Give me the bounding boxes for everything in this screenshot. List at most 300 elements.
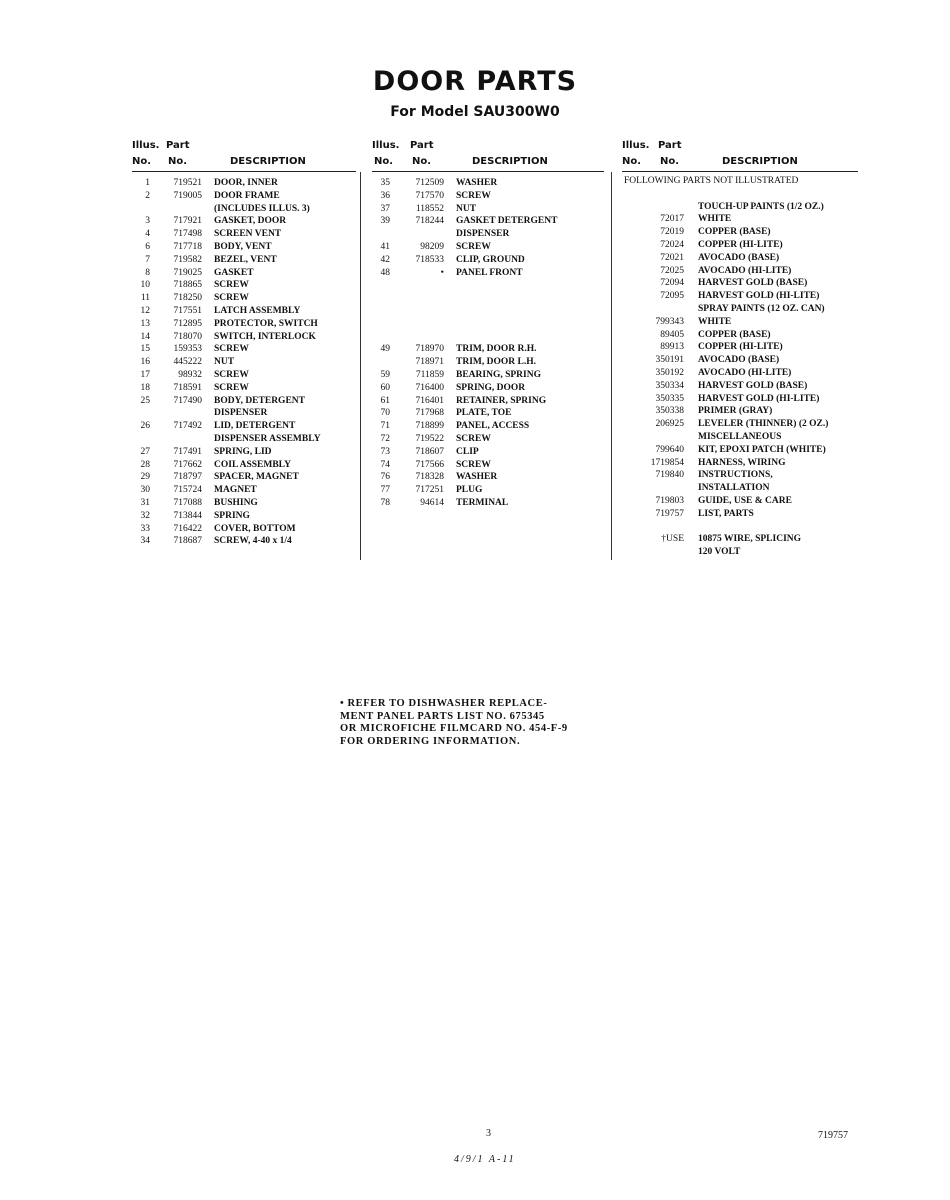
part-description: SCREW bbox=[456, 241, 491, 252]
part-description: COPPER (BASE) bbox=[698, 329, 771, 340]
part-description: LATCH ASSEMBLY bbox=[214, 305, 301, 316]
illus-no-header: No. bbox=[622, 156, 642, 167]
parts-row bbox=[622, 252, 858, 265]
parts-row bbox=[622, 495, 858, 508]
part-number: 717491 bbox=[173, 446, 202, 457]
part-number: †USE bbox=[661, 534, 684, 545]
illus-number: 77 bbox=[380, 485, 390, 496]
part-number: 717921 bbox=[173, 216, 202, 227]
part-number: 717551 bbox=[173, 305, 202, 316]
part-number: • bbox=[440, 267, 444, 278]
part-description: LID, DETERGENT bbox=[214, 421, 296, 432]
illus-number: 33 bbox=[140, 523, 150, 534]
parts-row bbox=[622, 405, 858, 418]
illus-number: 34 bbox=[140, 536, 150, 547]
part-description: HARVEST GOLD (HI-LITE) bbox=[698, 393, 820, 404]
note-line: MENT PANEL PARTS LIST NO. 675345 bbox=[340, 710, 545, 722]
part-description: SPRAY PAINTS (12 OZ. CAN) bbox=[698, 303, 825, 314]
parts-row bbox=[372, 471, 604, 484]
parts-row bbox=[622, 201, 858, 214]
illus-number: 32 bbox=[140, 510, 150, 521]
part-number: 718328 bbox=[415, 472, 444, 483]
parts-row bbox=[132, 215, 356, 228]
parts-row bbox=[132, 292, 356, 305]
part-number: 711859 bbox=[415, 369, 444, 380]
illus-number: 72 bbox=[380, 433, 390, 444]
parts-row bbox=[372, 228, 604, 241]
illus-number: 4 bbox=[145, 229, 150, 240]
illus-number: 31 bbox=[140, 497, 150, 508]
parts-row bbox=[372, 190, 604, 203]
illus-number: 76 bbox=[380, 472, 390, 483]
parts-row bbox=[622, 469, 858, 482]
parts-row bbox=[132, 395, 356, 408]
parts-row bbox=[132, 407, 356, 420]
part-number: 1719854 bbox=[650, 457, 684, 468]
part-description: INSTALLATION bbox=[698, 483, 770, 494]
part-description: WASHER bbox=[456, 472, 498, 483]
parts-row bbox=[622, 316, 858, 329]
part-number: 719757 bbox=[655, 508, 684, 519]
part-number: 72019 bbox=[660, 227, 684, 238]
part-number: 717251 bbox=[415, 485, 444, 496]
part-description: SCREW bbox=[456, 433, 491, 444]
part-description: GASKET DETERGENT bbox=[456, 216, 558, 227]
part-number: 350338 bbox=[655, 406, 684, 417]
part-number: 719005 bbox=[173, 190, 202, 201]
parts-row bbox=[132, 471, 356, 484]
part-description: SCREW, 4-40 x 1/4 bbox=[214, 536, 292, 547]
part-description: SPACER, MAGNET bbox=[214, 472, 299, 483]
part-description: WHITE bbox=[698, 316, 732, 327]
illus-number: 12 bbox=[140, 305, 150, 316]
part-description: MISCELLANEOUS bbox=[698, 431, 782, 442]
part-number: 350335 bbox=[655, 393, 684, 404]
part-number: 98932 bbox=[178, 369, 202, 380]
part-description: NUT bbox=[214, 357, 235, 368]
illus-number: 28 bbox=[140, 459, 150, 470]
illus-number: 48 bbox=[380, 267, 390, 278]
part-description: DISPENSER bbox=[456, 229, 510, 240]
illus-number: 36 bbox=[380, 190, 390, 201]
page-number: 3 bbox=[486, 1128, 491, 1139]
part-number: 716401 bbox=[415, 395, 444, 406]
header-rule bbox=[622, 171, 858, 172]
parts-row bbox=[132, 254, 356, 267]
parts-row bbox=[622, 354, 858, 367]
part-description: DISPENSER ASSEMBLY bbox=[214, 433, 321, 444]
part-description: TOUCH-UP PAINTS (1/2 OZ.) bbox=[698, 201, 824, 212]
part-description: RETAINER, SPRING bbox=[456, 395, 547, 406]
column-header bbox=[372, 140, 604, 172]
part-number: 89913 bbox=[660, 342, 684, 353]
part-number: 719582 bbox=[173, 254, 202, 265]
parts-row bbox=[132, 190, 356, 203]
handwritten-note: 4/9/1 A-11 bbox=[454, 1154, 516, 1165]
note-line: OR MICROFICHE FILMCARD NO. 454-F-9 bbox=[340, 723, 568, 734]
note-line: • REFER TO DISHWASHER REPLACE- bbox=[340, 698, 548, 709]
part-number: 719840 bbox=[655, 470, 684, 481]
part-description: CLIP bbox=[456, 446, 479, 457]
part-description: SCREW bbox=[214, 369, 249, 380]
part-number: 118552 bbox=[415, 203, 444, 214]
part-description: SCREEN VENT bbox=[214, 229, 282, 240]
parts-row bbox=[132, 343, 356, 356]
part-description: SCREW bbox=[214, 344, 249, 355]
part-description: DISPENSER bbox=[214, 408, 268, 419]
illus-number: 10 bbox=[140, 280, 150, 291]
part-number: 718970 bbox=[415, 344, 444, 355]
note-line: FOR ORDERING INFORMATION. bbox=[340, 735, 521, 747]
part-number: 206925 bbox=[655, 419, 684, 430]
part-description: COIL ASSEMBLY bbox=[214, 459, 292, 470]
illus-number: 13 bbox=[140, 318, 150, 329]
illus-number: 70 bbox=[380, 408, 390, 419]
parts-row bbox=[132, 446, 356, 459]
parts-row bbox=[132, 318, 356, 331]
parts-row bbox=[372, 331, 604, 344]
parts-row bbox=[132, 331, 356, 344]
part-number: 159353 bbox=[173, 344, 202, 355]
parts-row bbox=[132, 459, 356, 472]
part-description: SPRING bbox=[214, 510, 250, 521]
parts-row bbox=[132, 510, 356, 523]
part-description: MAGNET bbox=[214, 485, 257, 496]
part-number: 72024 bbox=[660, 239, 684, 250]
parts-row bbox=[132, 484, 356, 497]
parts-row bbox=[622, 341, 858, 354]
part-description: TRIM, DOOR L.H. bbox=[456, 357, 536, 368]
illus-number: 60 bbox=[380, 382, 390, 393]
illus-number: 18 bbox=[140, 382, 150, 393]
part-number: 350192 bbox=[655, 367, 684, 378]
part-number: 717088 bbox=[173, 497, 202, 508]
part-number: 718865 bbox=[173, 280, 202, 291]
part-description: HARVEST GOLD (BASE) bbox=[698, 278, 808, 289]
part-number: 718591 bbox=[173, 382, 202, 393]
part-number: 719522 bbox=[415, 433, 444, 444]
part-description: SCREW bbox=[214, 382, 249, 393]
parts-row bbox=[622, 329, 858, 342]
page-title: DOOR PARTS bbox=[372, 66, 578, 97]
part-description: COPPER (BASE) bbox=[698, 227, 771, 238]
description-header: DESCRIPTION bbox=[722, 156, 798, 167]
part-description: GUIDE, USE & CARE bbox=[698, 495, 792, 506]
part-number: 719803 bbox=[655, 495, 684, 506]
part-description: HARVEST GOLD (HI-LITE) bbox=[698, 291, 820, 302]
illus-header: Illus. bbox=[372, 140, 400, 151]
parts-row bbox=[372, 484, 604, 497]
parts-row bbox=[622, 239, 858, 252]
parts-row bbox=[622, 188, 858, 201]
parts-row bbox=[132, 267, 356, 280]
illus-number: 1 bbox=[145, 178, 150, 188]
parts-row bbox=[132, 305, 356, 318]
parts-row bbox=[372, 177, 604, 190]
illus-header: Illus. bbox=[132, 140, 160, 151]
part-description: AVOCADO (HI-LITE) bbox=[698, 265, 792, 276]
part-number: 718533 bbox=[415, 254, 444, 265]
illus-number: 61 bbox=[380, 395, 390, 406]
part-description: SPRING, DOOR bbox=[456, 382, 526, 393]
part-number: 717492 bbox=[173, 421, 202, 432]
ordering-note bbox=[340, 698, 640, 748]
illus-header: Illus. bbox=[622, 140, 650, 151]
illus-number: 49 bbox=[380, 344, 390, 355]
part-description: COPPER (HI-LITE) bbox=[698, 342, 783, 353]
part-header: Part bbox=[166, 140, 190, 151]
part-description: (INCLUDES ILLUS. 3) bbox=[214, 203, 310, 214]
parts-row bbox=[372, 267, 604, 280]
part-number: 712509 bbox=[415, 178, 444, 188]
part-number: 350334 bbox=[655, 380, 684, 391]
parts-row bbox=[372, 241, 604, 254]
parts-row bbox=[622, 367, 858, 380]
parts-row bbox=[372, 203, 604, 216]
part-number: 717490 bbox=[173, 395, 202, 406]
part-description: LIST, PARTS bbox=[698, 508, 754, 519]
part-number: 718687 bbox=[173, 536, 202, 547]
part-number: 717566 bbox=[415, 459, 444, 470]
part-description: SCREW bbox=[214, 280, 249, 291]
illus-number: 11 bbox=[140, 293, 150, 304]
part-number: 717570 bbox=[415, 190, 444, 201]
part-description: BUSHING bbox=[214, 497, 258, 508]
illus-number: 59 bbox=[380, 369, 390, 380]
parts-row bbox=[372, 215, 604, 228]
part-description: NUT bbox=[456, 203, 477, 214]
part-number: 717968 bbox=[415, 408, 444, 419]
document-code: 719757 bbox=[818, 1130, 848, 1141]
header-rule bbox=[132, 171, 356, 172]
parts-row bbox=[372, 459, 604, 472]
illus-number: 30 bbox=[140, 485, 150, 496]
part-number: 718971 bbox=[415, 357, 444, 368]
part-number: 350191 bbox=[655, 355, 684, 366]
parts-row bbox=[372, 292, 604, 305]
illus-number: 35 bbox=[380, 178, 390, 188]
illus-number: 29 bbox=[140, 472, 150, 483]
part-description: COPPER (HI-LITE) bbox=[698, 239, 783, 250]
part-description: CLIP, GROUND bbox=[456, 254, 525, 265]
part-description: BEZEL, VENT bbox=[214, 254, 277, 265]
parts-row bbox=[132, 369, 356, 382]
part-no-header: No. bbox=[168, 156, 188, 167]
parts-column-1 bbox=[132, 140, 356, 548]
parts-row bbox=[372, 446, 604, 459]
illus-number: 2 bbox=[145, 190, 150, 201]
parts-row bbox=[132, 241, 356, 254]
part-description: PLATE, TOE bbox=[456, 408, 512, 419]
part-description: SCREW bbox=[214, 293, 249, 304]
part-description: PANEL FRONT bbox=[456, 267, 523, 278]
illus-no-header: No. bbox=[132, 156, 152, 167]
part-number: 445222 bbox=[173, 357, 202, 368]
part-description: AVOCADO (BASE) bbox=[698, 252, 780, 263]
page-subtitle: For Model SAU300W0 bbox=[390, 104, 560, 120]
part-number: 89405 bbox=[660, 329, 684, 340]
part-no-header: No. bbox=[412, 156, 432, 167]
parts-row bbox=[132, 433, 356, 446]
parts-row bbox=[622, 508, 858, 521]
parts-column-3 bbox=[622, 140, 858, 559]
part-description: TRIM, DOOR R.H. bbox=[456, 344, 537, 355]
illus-number: 71 bbox=[380, 421, 390, 432]
part-number: 72017 bbox=[660, 214, 684, 225]
parts-row bbox=[132, 497, 356, 510]
part-description: SPRING, LID bbox=[214, 446, 272, 457]
parts-row bbox=[132, 356, 356, 369]
part-number: 718797 bbox=[173, 472, 202, 483]
part-description: COVER, BOTTOM bbox=[214, 523, 296, 534]
parts-row bbox=[372, 254, 604, 267]
part-description: HARNESS, WIRING bbox=[698, 457, 786, 468]
part-number: 72095 bbox=[660, 291, 684, 302]
parts-row bbox=[622, 418, 858, 431]
part-number: 715724 bbox=[173, 485, 202, 496]
description-header: DESCRIPTION bbox=[472, 156, 548, 167]
part-number: 719521 bbox=[173, 178, 202, 188]
part-number: 717498 bbox=[173, 229, 202, 240]
illus-number: 37 bbox=[380, 203, 390, 214]
part-header: Part bbox=[658, 140, 682, 151]
part-description: 120 VOLT bbox=[698, 547, 741, 558]
column-header bbox=[622, 140, 858, 172]
parts-row bbox=[132, 228, 356, 241]
part-number: 72025 bbox=[660, 265, 684, 276]
column-divider bbox=[360, 172, 361, 560]
illus-number: 6 bbox=[145, 241, 150, 252]
part-description: AVOCADO (HI-LITE) bbox=[698, 367, 792, 378]
parts-row bbox=[622, 226, 858, 239]
parts-row bbox=[372, 395, 604, 408]
parts-row bbox=[622, 303, 858, 316]
part-description: GASKET bbox=[214, 267, 254, 278]
part-description: BODY, VENT bbox=[214, 241, 272, 252]
illus-number: 42 bbox=[380, 254, 390, 265]
part-number: 718244 bbox=[415, 216, 444, 227]
parts-row bbox=[622, 457, 858, 470]
parts-row bbox=[372, 407, 604, 420]
description-header: DESCRIPTION bbox=[230, 156, 306, 167]
part-description: SCREW bbox=[456, 459, 491, 470]
parts-row bbox=[622, 290, 858, 303]
column-divider bbox=[611, 172, 612, 560]
part-number: 719025 bbox=[173, 267, 202, 278]
parts-row bbox=[372, 433, 604, 446]
parts-row bbox=[372, 343, 604, 356]
not-illustrated-heading: FOLLOWING PARTS NOT ILLUSTRATED bbox=[624, 176, 799, 186]
part-description: AVOCADO (BASE) bbox=[698, 355, 780, 366]
parts-row bbox=[132, 535, 356, 548]
part-number: 718250 bbox=[173, 293, 202, 304]
illus-number: 7 bbox=[145, 254, 150, 265]
parts-row bbox=[622, 380, 858, 393]
part-description: WHITE bbox=[698, 214, 732, 225]
parts-row bbox=[132, 279, 356, 292]
part-number: 718899 bbox=[415, 421, 444, 432]
part-description: LEVELER (THINNER) (2 OZ.) bbox=[698, 419, 829, 430]
parts-row bbox=[132, 177, 356, 190]
parts-row bbox=[372, 305, 604, 318]
part-description: PLUG bbox=[456, 485, 483, 496]
parts-row bbox=[132, 382, 356, 395]
illus-number: 26 bbox=[140, 421, 150, 432]
illus-number: 39 bbox=[380, 216, 390, 227]
part-number: 72094 bbox=[660, 278, 684, 289]
part-number: 717662 bbox=[173, 459, 202, 470]
part-header: Part bbox=[410, 140, 434, 151]
part-description: KIT, EPOXI PATCH (WHITE) bbox=[698, 444, 826, 455]
parts-row bbox=[372, 420, 604, 433]
part-description: WASHER bbox=[456, 178, 498, 188]
illus-number: 14 bbox=[140, 331, 150, 342]
part-number: 712895 bbox=[173, 318, 202, 329]
part-description: PRIMER (GRAY) bbox=[698, 406, 773, 417]
parts-row bbox=[372, 382, 604, 395]
illus-no-header: No. bbox=[374, 156, 394, 167]
illus-number: 3 bbox=[145, 216, 150, 227]
illus-number: 41 bbox=[380, 241, 390, 252]
part-number: 799640 bbox=[655, 444, 684, 455]
part-description: TERMINAL bbox=[456, 497, 509, 508]
column-header bbox=[132, 140, 356, 172]
parts-row bbox=[622, 521, 858, 534]
part-number: 713844 bbox=[173, 510, 202, 521]
part-number: 98209 bbox=[420, 241, 444, 252]
part-description: BODY, DETERGENT bbox=[214, 395, 305, 406]
parts-row bbox=[372, 369, 604, 382]
part-description: INSTRUCTIONS, bbox=[698, 470, 773, 481]
illus-number: 27 bbox=[140, 446, 150, 457]
illus-number: 16 bbox=[140, 357, 150, 368]
parts-row bbox=[622, 393, 858, 406]
part-number: 718070 bbox=[173, 331, 202, 342]
illus-number: 73 bbox=[380, 446, 390, 457]
parts-row bbox=[622, 444, 858, 457]
part-description: SCREW bbox=[456, 190, 491, 201]
part-description: GASKET, DOOR bbox=[214, 216, 287, 227]
part-number: 716400 bbox=[415, 382, 444, 393]
illus-number: 15 bbox=[140, 344, 150, 355]
parts-row bbox=[622, 277, 858, 290]
parts-row bbox=[132, 523, 356, 536]
parts-row bbox=[622, 533, 858, 546]
part-number: 94614 bbox=[420, 497, 444, 508]
parts-row bbox=[372, 356, 604, 369]
part-description: PROTECTOR, SWITCH bbox=[214, 318, 318, 329]
part-description: DOOR, INNER bbox=[214, 178, 278, 188]
part-number: 718607 bbox=[415, 446, 444, 457]
parts-row bbox=[622, 265, 858, 278]
part-number: 799343 bbox=[655, 316, 684, 327]
illus-number: 74 bbox=[380, 459, 390, 470]
part-number: 717718 bbox=[173, 241, 202, 252]
parts-column-2 bbox=[372, 140, 604, 510]
part-description: SWITCH, INTERLOCK bbox=[214, 331, 316, 342]
parts-row bbox=[372, 318, 604, 331]
part-no-header: No. bbox=[660, 156, 680, 167]
illus-number: 78 bbox=[380, 497, 390, 508]
illus-number: 8 bbox=[145, 267, 150, 278]
parts-row bbox=[132, 420, 356, 433]
part-description: HARVEST GOLD (BASE) bbox=[698, 380, 808, 391]
part-description: PANEL, ACCESS bbox=[456, 421, 530, 432]
parts-row bbox=[132, 203, 356, 216]
header-rule bbox=[372, 171, 604, 172]
part-description: 10875 WIRE, SPLICING bbox=[698, 534, 802, 545]
part-number: 72021 bbox=[660, 252, 684, 263]
